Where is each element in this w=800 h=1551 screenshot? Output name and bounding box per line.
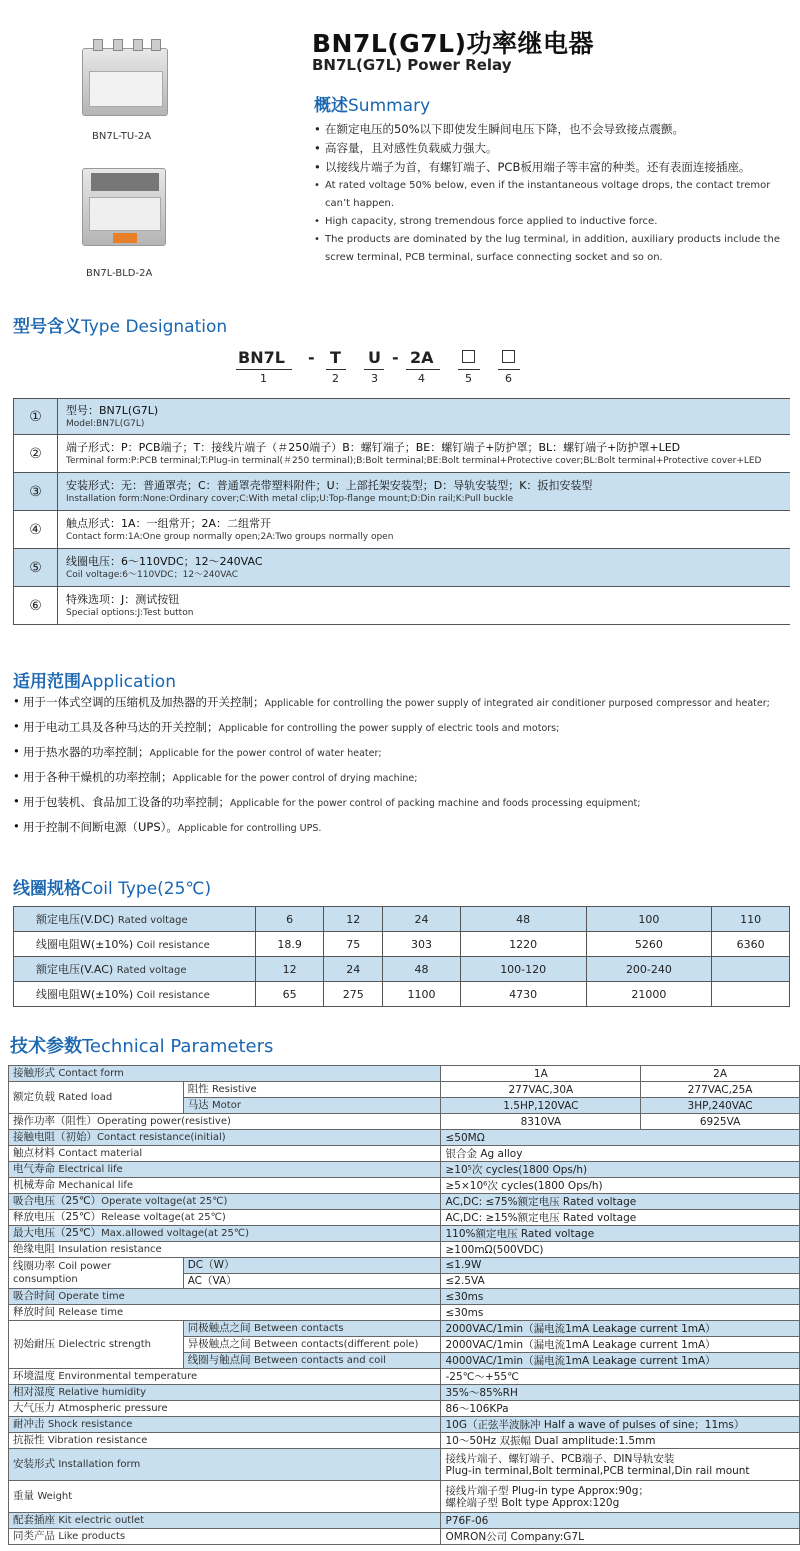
code-number: 6 — [505, 372, 512, 385]
tech-row: 线圈功率 Coil power consumption DC（W） ≤1.9W — [9, 1258, 800, 1274]
application-item: • 用于控制不间断电源（UPS）。Applicable for controlling UPS. — [13, 819, 798, 844]
code-number: 5 — [465, 372, 472, 385]
tech-row: 操作功率（阻性）Operating power(resistive) 8310VA 6925VA — [9, 1114, 800, 1130]
designation-index: ⑥ — [14, 587, 58, 625]
tech-row: 吸合时间 Operate time ≤30ms — [9, 1289, 800, 1305]
designation-code — [230, 348, 590, 388]
tech-row: 马达 Motor 1.5HP,120VAC 3HP,240VAC — [9, 1098, 800, 1114]
tech-row: 接触形式 Contact form 1A 2A — [9, 1066, 800, 1082]
tech-row: 安装形式 Installation form 接线片端子、螺钉端子、PCB端子、DIN导轨安装 Plug-in terminal,Bolt terminal,PCB terminal,Din rail mount — [9, 1449, 800, 1481]
technical-table — [8, 1065, 800, 1545]
code-number: 2 — [332, 372, 339, 385]
designation-row — [14, 587, 791, 625]
designation-index: ② — [14, 435, 58, 473]
relay-image-bld-caption: BN7L-BLD-2A — [86, 268, 153, 279]
code-part: BN7L — [238, 348, 285, 367]
designation-en: Terminal form:P:PCB terminal;T:Plug-in terminal(＃250 terminal);B:Bolt terminal;BE:Bolt terminal+Protective cover;BL:Bolt terminal+Protective cover+LED — [66, 456, 762, 466]
application-item: • 用于各种干燥机的功率控制；Applicable for the power control of drying machine; — [13, 769, 798, 794]
relay-image-bld — [82, 168, 166, 246]
tech-row: 释放电压（25℃）Release voltage(at 25℃) AC,DC: ≥15%额定电压 Rated voltage — [9, 1210, 800, 1226]
relay-image-tu-caption: BN7L-TU-2A — [92, 131, 152, 142]
designation-row — [14, 435, 791, 473]
summary-item: • 以接线片端子为首，有螺钉端子、PCB板用端子等丰富的种类。还有表面连接插座。 — [314, 158, 794, 177]
code-part: U — [368, 348, 381, 367]
tech-row: 接触电阻（初始）Contact resistance(initial) ≤50MΩ — [9, 1130, 800, 1146]
coil-row: 线圈电阻W(±10%) Coil resistance 65 275 1100 4730 21000 — [14, 982, 790, 1007]
summary-item: • 高容量，且对感性负载威力强大。 — [314, 139, 794, 158]
designation-cn: 安装形式：无：普通罩壳；C：普通罩壳带塑料附件；U：上部托架安装型；D：导轨安装型；K：扳扣安装型 — [66, 479, 593, 492]
designation-index: ④ — [14, 511, 58, 549]
tech-row: 异极触点之间 Between contacts(different pole) 2000VAC/1min（漏电流1mA Leakage current 1mA） — [9, 1337, 800, 1353]
designation-cn: 型号：BN7L(G7L) — [66, 404, 159, 417]
summary-item: • 在额定电压的50%以下即使发生瞬间电压下降，也不会导致接点震颤。 — [314, 120, 794, 139]
designation-index: ③ — [14, 473, 58, 511]
tech-row: 吸合电压（25℃）Operate voltage(at 25℃) AC,DC: ≤75%额定电压 Rated voltage — [9, 1194, 800, 1210]
tech-row: 释放时间 Release time ≤30ms — [9, 1305, 800, 1321]
tech-row: 最大电压（25℃）Max.allowed voltage(at 25℃) 110%额定电压 Rated voltage — [9, 1226, 800, 1242]
tech-row: 机械寿命 Mechanical life ≥5×10⁶次 cycles(1800 Ops/h) — [9, 1178, 800, 1194]
summary-item: • The products are dominated by the lug terminal, in addition, auxiliary products include the screw terminal, PCB terminal, surface connecting socket and so on. — [314, 231, 794, 267]
designation-row — [14, 399, 791, 435]
designation-row — [14, 511, 791, 549]
coil-row: 线圈电阻W(±10%) Coil resistance 18.9 75 303 1220 5260 6360 — [14, 932, 790, 957]
tech-row: 线圈与触点间 Between contacts and coil 4000VAC/1min（漏电流1mA Leakage current 1mA） — [9, 1353, 800, 1369]
designation-heading: 型号含义Type Designation — [13, 317, 228, 337]
designation-en: Coil voltage:6～110VDC；12～240VAC — [66, 570, 239, 580]
code-part: 2A — [410, 348, 434, 367]
code-number: 1 — [260, 372, 267, 385]
designation-en: Contact form:1A:One group normally open;2A:Two groups normally open — [66, 532, 394, 542]
coil-row: 额定电压(V.AC) Rated voltage 12 24 48 100-120 200-240 — [14, 957, 790, 982]
summary-list — [314, 120, 794, 267]
tech-row: 绝缘电阻 Insulation resistance ≥100mΩ(500VDC) — [9, 1242, 800, 1258]
code-part: T — [330, 348, 341, 367]
designation-row — [14, 473, 791, 511]
code-number: 3 — [371, 372, 378, 385]
technical-heading: 技术参数Technical Parameters — [10, 1036, 274, 1057]
tech-row: 大气压力 Atmospheric pressure 86～106KPa — [9, 1401, 800, 1417]
designation-en: Installation form:None:Ordinary cover;C:With metal clip;U:Top-flange mount;D:Din rail;K:Pull buckle — [66, 494, 514, 504]
relay-image-tu — [82, 48, 168, 116]
tech-row: 配套插座 Kit electric outlet P76F-06 — [9, 1513, 800, 1529]
designation-cn: 端子形式：P：PCB端子；T：接线片端子（＃250端子）B：螺钉端子；BE：螺钉端子+防护罩；BL：螺钉端子+防护罩+LED — [66, 441, 681, 454]
code-number: 4 — [418, 372, 425, 385]
coil-table — [13, 906, 790, 1007]
tech-row: 额定负载 Rated load 阻性 Resistive 277VAC,30A 277VAC,25A — [9, 1082, 800, 1098]
code-dash: - — [308, 348, 315, 367]
designation-cn: 线圈电压：6～110VDC；12～240VAC — [66, 555, 263, 568]
code-option-box — [462, 350, 475, 363]
summary-heading: 概述Summary — [314, 96, 431, 116]
application-heading: 适用范围Application — [13, 672, 176, 692]
application-item: • 用于热水器的功率控制；Applicable for the power control of water heater; — [13, 744, 798, 769]
tech-row: 初始耐压 Dielectric strength 同极触点之间 Between contacts 2000VAC/1min（漏电流1mA Leakage current 1mA） — [9, 1321, 800, 1337]
page-subtitle: BN7L(G7L) Power Relay — [312, 56, 512, 74]
designation-row — [14, 549, 791, 587]
summary-item: • High capacity, strong tremendous force applied to inductive force. — [314, 213, 794, 231]
tech-row: 重量 Weight 接线片端子型 Plug-in type Approx:90g； 螺栓端子型 Bolt type Approx:120g — [9, 1481, 800, 1513]
designation-index: ① — [14, 399, 58, 435]
designation-index: ⑤ — [14, 549, 58, 587]
tech-row: 耐冲击 Shock resistance 10G（正弦半波脉冲 Half a wave of pulses of sine；11ms） — [9, 1417, 800, 1433]
tech-row: 电气寿命 Electrical life ≥10⁵次 cycles(1800 Ops/h) — [9, 1162, 800, 1178]
page-title: BN7L(G7L)功率继电器 — [312, 29, 595, 58]
application-item: • 用于电动工具及各种马达的开关控制；Applicable for controlling the power supply of electric tools and motors; — [13, 719, 798, 744]
tech-row: 触点材料 Contact material 银合金 Ag alloy — [9, 1146, 800, 1162]
designation-en: Model:BN7L(G7L) — [66, 419, 145, 429]
application-item: • 用于包装机、食品加工设备的功率控制；Applicable for the power control of packing machine and foods processing equipment; — [13, 794, 798, 819]
designation-en: Special options:J:Test button — [66, 608, 194, 618]
tech-row: 同类产品 Like products OMRON公司 Company:G7L — [9, 1529, 800, 1545]
tech-row: 相对湿度 Relative humidity 35%～85%RH — [9, 1385, 800, 1401]
designation-cn: 触点形式：1A：一组常开；2A：二组常开 — [66, 517, 272, 530]
tech-row: AC（VA） ≤2.5VA — [9, 1273, 800, 1289]
designation-table — [13, 398, 790, 625]
summary-item: • At rated voltage 50% below, even if the instantaneous voltage drops, the contact tremor can’t happen. — [314, 177, 794, 213]
coil-row: 额定电压(V.DC) Rated voltage 6 12 24 48 100 110 — [14, 907, 790, 932]
application-list — [13, 694, 798, 844]
tech-row: 抗振性 Vibration resistance 10～50Hz 双振幅 Dual amplitude:1.5mm — [9, 1433, 800, 1449]
tech-row: 环境温度 Environmental temperature -25℃～+55℃ — [9, 1369, 800, 1385]
code-option-box — [502, 350, 515, 363]
coil-heading: 线圈规格Coil Type(25℃) — [13, 879, 212, 899]
designation-cn: 特殊选项：J：测试按钮 — [66, 593, 180, 606]
code-dash: - — [392, 348, 399, 367]
application-item: • 用于一体式空调的压缩机及加热器的开关控制；Applicable for controlling the power supply of integrated air conditioner purposed compressor and heater; — [13, 694, 798, 719]
